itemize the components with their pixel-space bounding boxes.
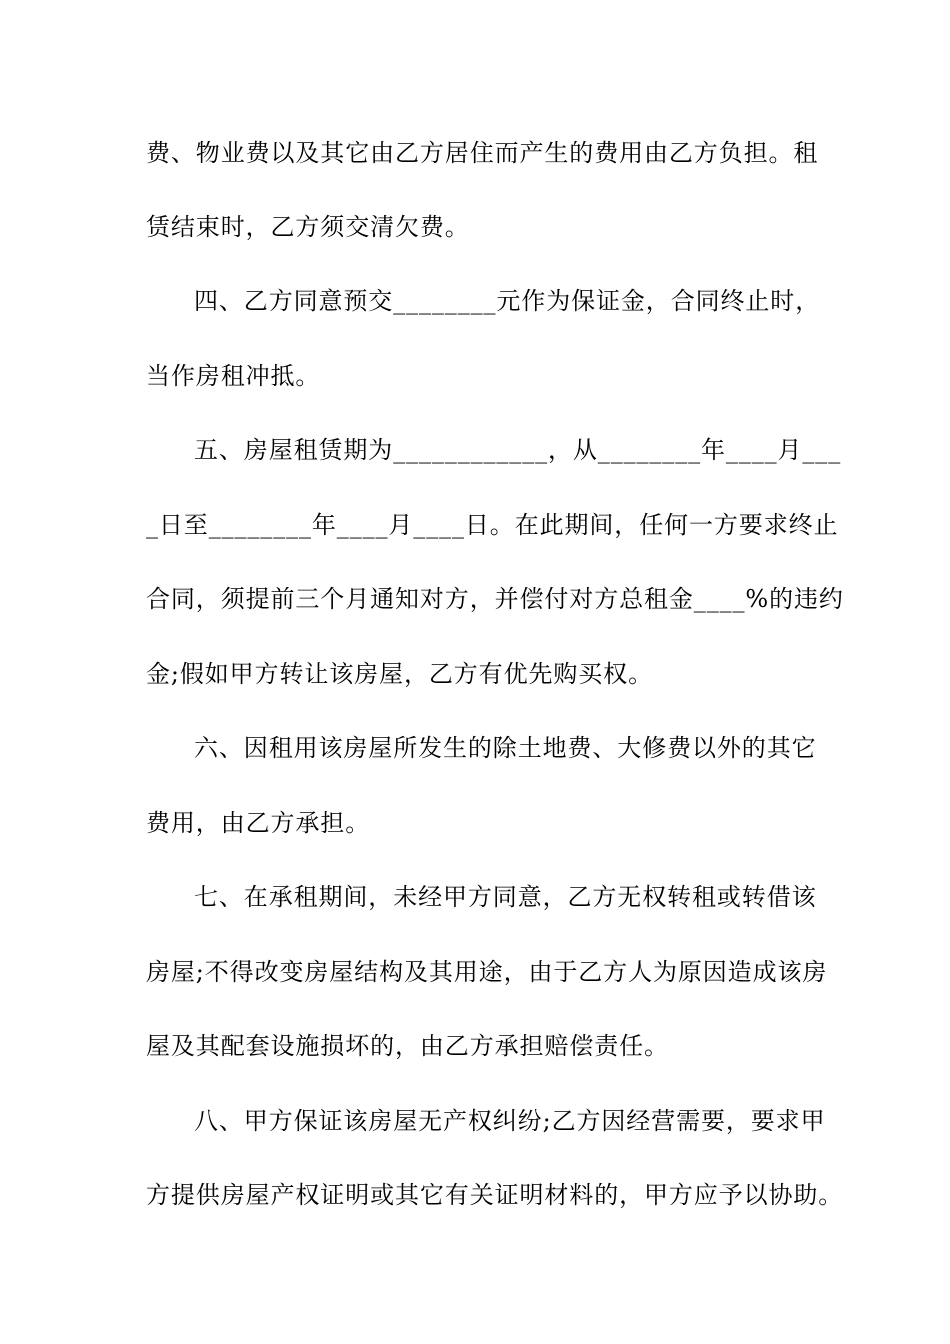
text-line: 金;假如甲方转让该房屋，乙方有优先购买权。 bbox=[146, 660, 653, 688]
text-line: 屋及其配套设施损坏的，由乙方承担赔偿责任。 bbox=[146, 1032, 669, 1060]
text-line: 合同，须提前三个月通知对方，并偿付对方总租金____%的违约 bbox=[146, 585, 844, 613]
text-line: 当作房租冲抵。 bbox=[146, 362, 321, 390]
text-line: _日至________年____月____日。在此期间，任何一方要求终止 bbox=[146, 511, 839, 539]
clause-7-line: 七、在承租期间，未经甲方同意，乙方无权转租或转借该 bbox=[194, 883, 817, 911]
text-line: 费用，由乙方承担。 bbox=[146, 809, 371, 837]
clause-6-line: 六、因租用该房屋所发生的除土地费、大修费以外的其它 bbox=[194, 734, 817, 762]
clause-8-line: 八、甲方保证该房屋无产权纠纷;乙方因经营需要，要求甲 bbox=[194, 1107, 826, 1135]
text-line: 房屋;不得改变房屋结构及其用途，由于乙方人为原因造成该房 bbox=[146, 958, 828, 986]
clause-5-line: 五、房屋租赁期为____________，从________年____月___ bbox=[194, 436, 842, 464]
text-line: 费、物业费以及其它由乙方居住而产生的费用由乙方负担。租 bbox=[146, 139, 819, 167]
text-line: 赁结束时，乙方须交清欠费。 bbox=[146, 213, 470, 241]
clause-4-line: 四、乙方同意预交________元作为保证金，合同终止时， bbox=[194, 287, 821, 315]
text-line: 方提供房屋产权证明或其它有关证明材料的，甲方应予以协助。 bbox=[146, 1181, 844, 1209]
